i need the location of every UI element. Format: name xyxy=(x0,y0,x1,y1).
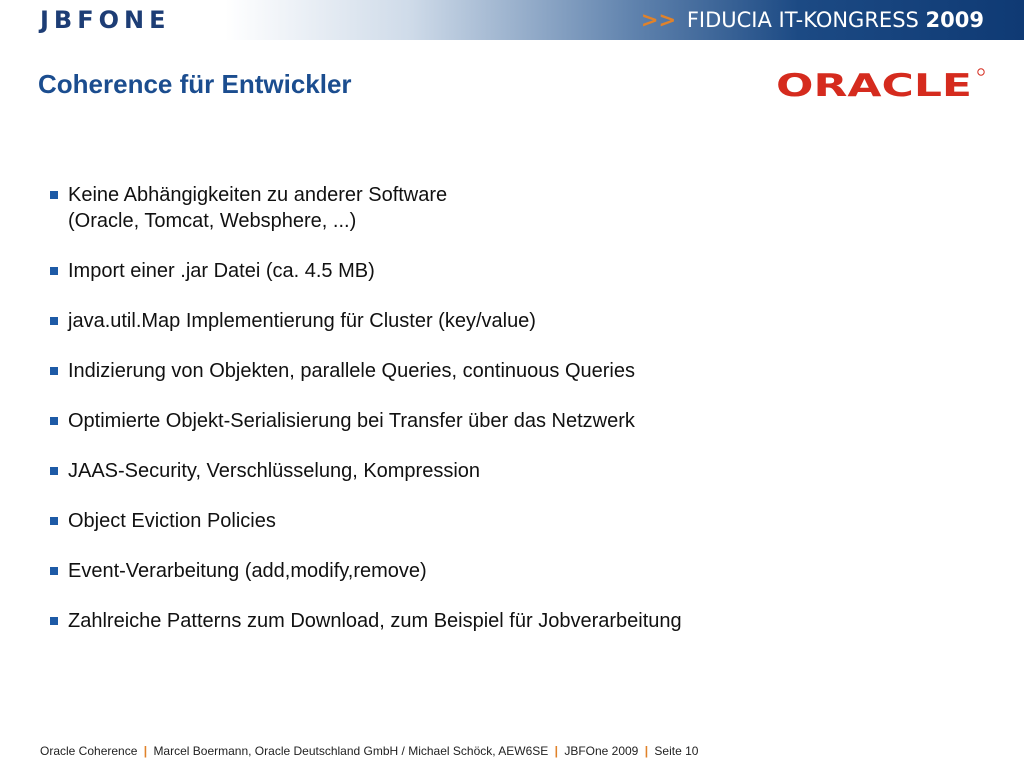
page-title: Coherence für Entwickler xyxy=(38,69,352,99)
oracle-logo-text: ORACLE xyxy=(776,68,972,100)
footer-event: JBFOne 2009 xyxy=(564,744,639,758)
bullet-item xyxy=(50,258,970,284)
footer-topic: Oracle Coherence xyxy=(40,744,138,758)
bullet-text: JAAS-Security, Verschlüsselung, Kompression xyxy=(68,460,481,482)
square-bullet-icon xyxy=(50,417,58,425)
square-bullet-icon xyxy=(50,267,58,275)
bullet-text-continued: (Oracle, Tomcat, Websphere, ...) xyxy=(68,210,357,232)
bullet-text: Zahlreiche Patterns zum Download, zum Beispiel für Jobverarbeitung xyxy=(68,610,682,632)
square-bullet-icon xyxy=(50,191,58,199)
bullet-text: Keine Abhängigkeiten zu anderer Software xyxy=(68,184,448,206)
bullet-text: Optimierte Objekt-Serialisierung bei Transfer über das Netzwerk xyxy=(68,410,635,432)
square-bullet-icon xyxy=(50,617,58,625)
footer-separator: | xyxy=(644,744,649,758)
congress-banner xyxy=(641,8,984,32)
oracle-logo xyxy=(776,66,986,100)
square-bullet-icon xyxy=(50,517,58,525)
bullet-item xyxy=(50,608,970,634)
bullet-item xyxy=(50,408,970,434)
footer-authors: Marcel Boermann, Oracle Deutschland GmbH / Michael Schöck, AEW6SE xyxy=(153,744,549,758)
square-bullet-icon xyxy=(50,367,58,375)
square-bullet-icon xyxy=(50,467,58,475)
bullet-item xyxy=(50,508,970,534)
bullet-item xyxy=(50,458,970,484)
footer-separator: | xyxy=(143,744,148,758)
square-bullet-icon xyxy=(50,567,58,575)
bullet-item xyxy=(50,558,970,584)
footer-separator: | xyxy=(554,744,558,758)
bullet-text: Indizierung von Objekten, parallele Queries, continuous Queries xyxy=(68,360,635,382)
square-bullet-icon xyxy=(50,317,58,325)
bullet-text: Event-Verarbeitung (add,modify,remove) xyxy=(68,560,427,582)
bullet-item xyxy=(50,358,970,384)
bullet-text: Import einer .jar Datei (ca. 4.5 MB) xyxy=(68,260,375,282)
bullet-text: Object Eviction Policies xyxy=(68,510,276,532)
bullet-item xyxy=(50,182,970,234)
bullet-item xyxy=(50,308,970,334)
footer-page-number: Seite 10 xyxy=(654,744,699,758)
congress-label: FIDUCIA IT-KONGRESS xyxy=(686,8,919,32)
jbfone-logo: JBFONE xyxy=(40,6,171,34)
double-chevron-icon: >> xyxy=(640,8,677,32)
congress-year: 2009 xyxy=(925,8,984,32)
bullet-text: java.util.Map Implementierung für Cluster (key/value) xyxy=(68,310,536,332)
bullet-list xyxy=(50,182,970,658)
slide-footer xyxy=(40,743,698,759)
